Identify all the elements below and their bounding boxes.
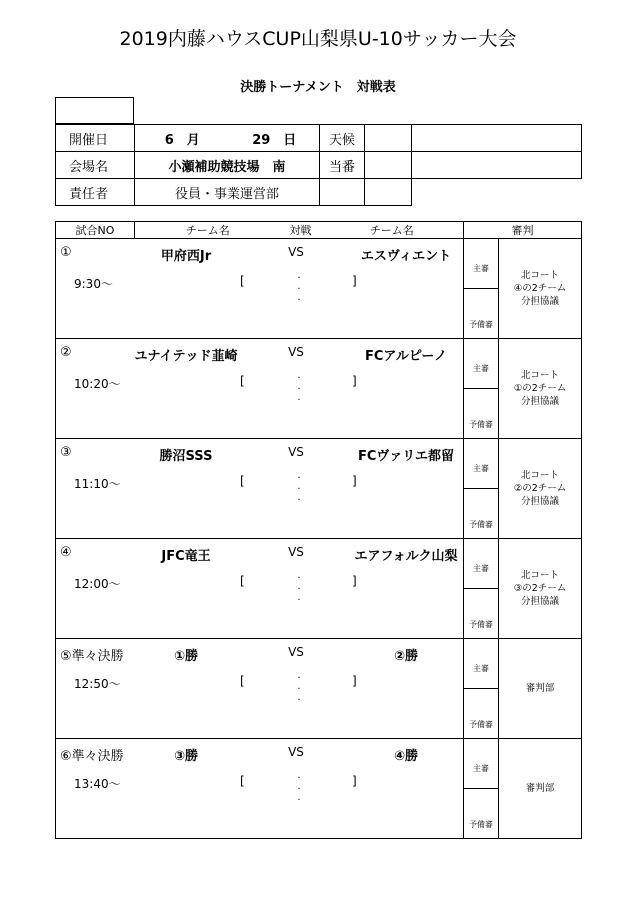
score-separator: · · · — [297, 473, 301, 506]
versus-label: VS — [288, 245, 304, 259]
match-number: ③ — [60, 445, 72, 460]
match-row — [56, 439, 582, 489]
referee-note — [499, 339, 582, 439]
team-b: FCアルピーノ — [364, 349, 448, 364]
manager-extra-2 — [365, 179, 412, 206]
score-bracket-left: [ — [240, 474, 245, 488]
score-bracket-left: [ — [240, 574, 245, 588]
referee-note-line: ②の2チーム — [513, 483, 567, 494]
match-number: ⑤準々決勝 — [60, 649, 124, 664]
score-separator: · · · — [297, 373, 301, 406]
match-content — [56, 639, 464, 739]
duty-value — [365, 152, 412, 179]
score-bracket-right: ] — [352, 774, 357, 788]
main-referee-label: 主審 — [464, 639, 499, 689]
team-a: ③勝 — [173, 749, 198, 764]
document-title: 2019内藤ハウスCUP山梨県U-10サッカー大会 — [119, 28, 517, 50]
score-bracket-right: ] — [352, 674, 357, 688]
venue-value: 小瀬補助競技場 南 — [135, 152, 320, 179]
reserve-referee-label: 予備審 — [464, 289, 499, 339]
match-row — [56, 539, 582, 589]
referee-note-line: 分担協議 — [520, 296, 559, 307]
reserve-referee-label: 予備審 — [464, 489, 499, 539]
referee-note-line: 分担協議 — [520, 396, 559, 407]
referee-note-line: 北コート — [520, 570, 559, 581]
score-separator: · · · — [297, 773, 301, 806]
referee-note-line: 分担協議 — [520, 496, 559, 507]
score-bracket-right: ] — [352, 274, 357, 288]
match-table — [55, 221, 582, 839]
team-b: ④勝 — [393, 749, 418, 764]
event-info-table — [55, 124, 582, 206]
main-referee-label: 主審 — [464, 239, 499, 289]
manager-extra-1 — [320, 179, 365, 206]
versus-label: VS — [288, 545, 304, 559]
score-bracket-right: ] — [352, 474, 357, 488]
col-versus: 対戦 — [281, 222, 321, 239]
match-time: 13:40～ — [74, 777, 121, 791]
referee-note — [499, 639, 582, 739]
score-separator: · · · — [297, 673, 301, 706]
date-label: 開催日 — [56, 125, 135, 152]
referee-note-line: ①の2チーム — [513, 383, 567, 394]
blank-box — [55, 97, 134, 124]
score-bracket-left: [ — [240, 274, 245, 288]
manager-row — [56, 179, 582, 206]
manager-value: 役員・事業運営部 — [135, 179, 320, 206]
score-bracket-left: [ — [240, 674, 245, 688]
reserve-referee-label: 予備審 — [464, 589, 499, 639]
versus-label: VS — [288, 745, 304, 759]
document-subtitle: 決勝トーナメント 対戦表 — [240, 80, 396, 95]
score-bracket-left: [ — [240, 774, 245, 788]
match-number: ① — [60, 245, 72, 260]
col-team2: チーム名 — [321, 222, 464, 239]
manager-extra-3 — [412, 179, 582, 206]
main-referee-label: 主審 — [464, 439, 499, 489]
referee-note-line: ④の2チーム — [513, 283, 567, 294]
date-row — [56, 125, 582, 152]
match-time: 12:00～ — [74, 577, 121, 591]
match-time: 12:50～ — [74, 677, 121, 691]
referee-note — [499, 439, 582, 539]
referee-note-line: 北コート — [520, 470, 559, 481]
team-b: FCヴァリエ都留 — [357, 449, 455, 464]
col-referee: 審判 — [464, 222, 582, 239]
team-a: ユナイテッド韮崎 — [134, 349, 238, 364]
main-referee-label: 主審 — [464, 339, 499, 389]
versus-label: VS — [288, 345, 304, 359]
referee-note — [499, 539, 582, 639]
team-b: エスヴィエント — [360, 249, 452, 264]
match-number: ⑥準々決勝 — [60, 749, 124, 764]
main-referee-label: 主審 — [464, 539, 499, 589]
main-referee-label: 主審 — [464, 739, 499, 789]
match-content — [56, 239, 464, 339]
match-content — [56, 739, 464, 839]
score-separator: · · · — [297, 573, 301, 606]
team-a: 勝沼SSS — [159, 449, 213, 464]
score-bracket-left: [ — [240, 374, 245, 388]
referee-note — [499, 239, 582, 339]
venue-label: 会場名 — [56, 152, 135, 179]
match-content — [56, 539, 464, 639]
col-match-no: 試合NO — [56, 222, 135, 239]
team-b: ②勝 — [393, 649, 418, 664]
match-row — [56, 239, 582, 289]
score-bracket-right: ] — [352, 374, 357, 388]
col-team1: チーム名 — [135, 222, 281, 239]
referee-note-line: 審判部 — [525, 683, 555, 694]
match-row — [56, 739, 582, 789]
match-time: 11:10～ — [74, 477, 121, 491]
weather-label: 天候 — [320, 125, 365, 152]
weather-extra — [412, 125, 582, 152]
referee-note-line: 北コート — [520, 270, 559, 281]
referee-note-line: 分担協議 — [520, 596, 559, 607]
manager-label: 責任者 — [56, 179, 135, 206]
match-number: ④ — [60, 545, 72, 560]
score-separator: · · · — [297, 273, 301, 306]
match-content — [56, 339, 464, 439]
score-bracket-right: ] — [352, 574, 357, 588]
match-time: 10:20～ — [74, 377, 121, 391]
referee-note-line: ③の2チーム — [513, 583, 567, 594]
date-day: 29 日 — [230, 125, 320, 152]
versus-label: VS — [288, 445, 304, 459]
match-row — [56, 339, 582, 389]
match-number: ② — [60, 345, 72, 360]
versus-label: VS — [288, 645, 304, 659]
team-a: JFC竜王 — [161, 549, 211, 564]
match-time: 9:30～ — [74, 277, 113, 291]
team-a: ①勝 — [173, 649, 198, 664]
duty-label: 当番 — [320, 152, 365, 179]
reserve-referee-label: 予備審 — [464, 689, 499, 739]
venue-row — [56, 152, 582, 179]
weather-value — [365, 125, 412, 152]
team-a: 甲府西Jr — [160, 249, 212, 264]
date-month: 6 月 — [135, 125, 230, 152]
reserve-referee-label: 予備審 — [464, 389, 499, 439]
referee-note-line: 北コート — [520, 370, 559, 381]
match-row — [56, 639, 582, 689]
reserve-referee-label: 予備審 — [464, 789, 499, 839]
referee-note-line: 審判部 — [525, 783, 555, 794]
duty-extra — [412, 152, 582, 179]
team-b: エアフォルク山梨 — [354, 549, 458, 564]
match-table-header — [56, 222, 582, 239]
match-content — [56, 439, 464, 539]
referee-note — [499, 739, 582, 839]
